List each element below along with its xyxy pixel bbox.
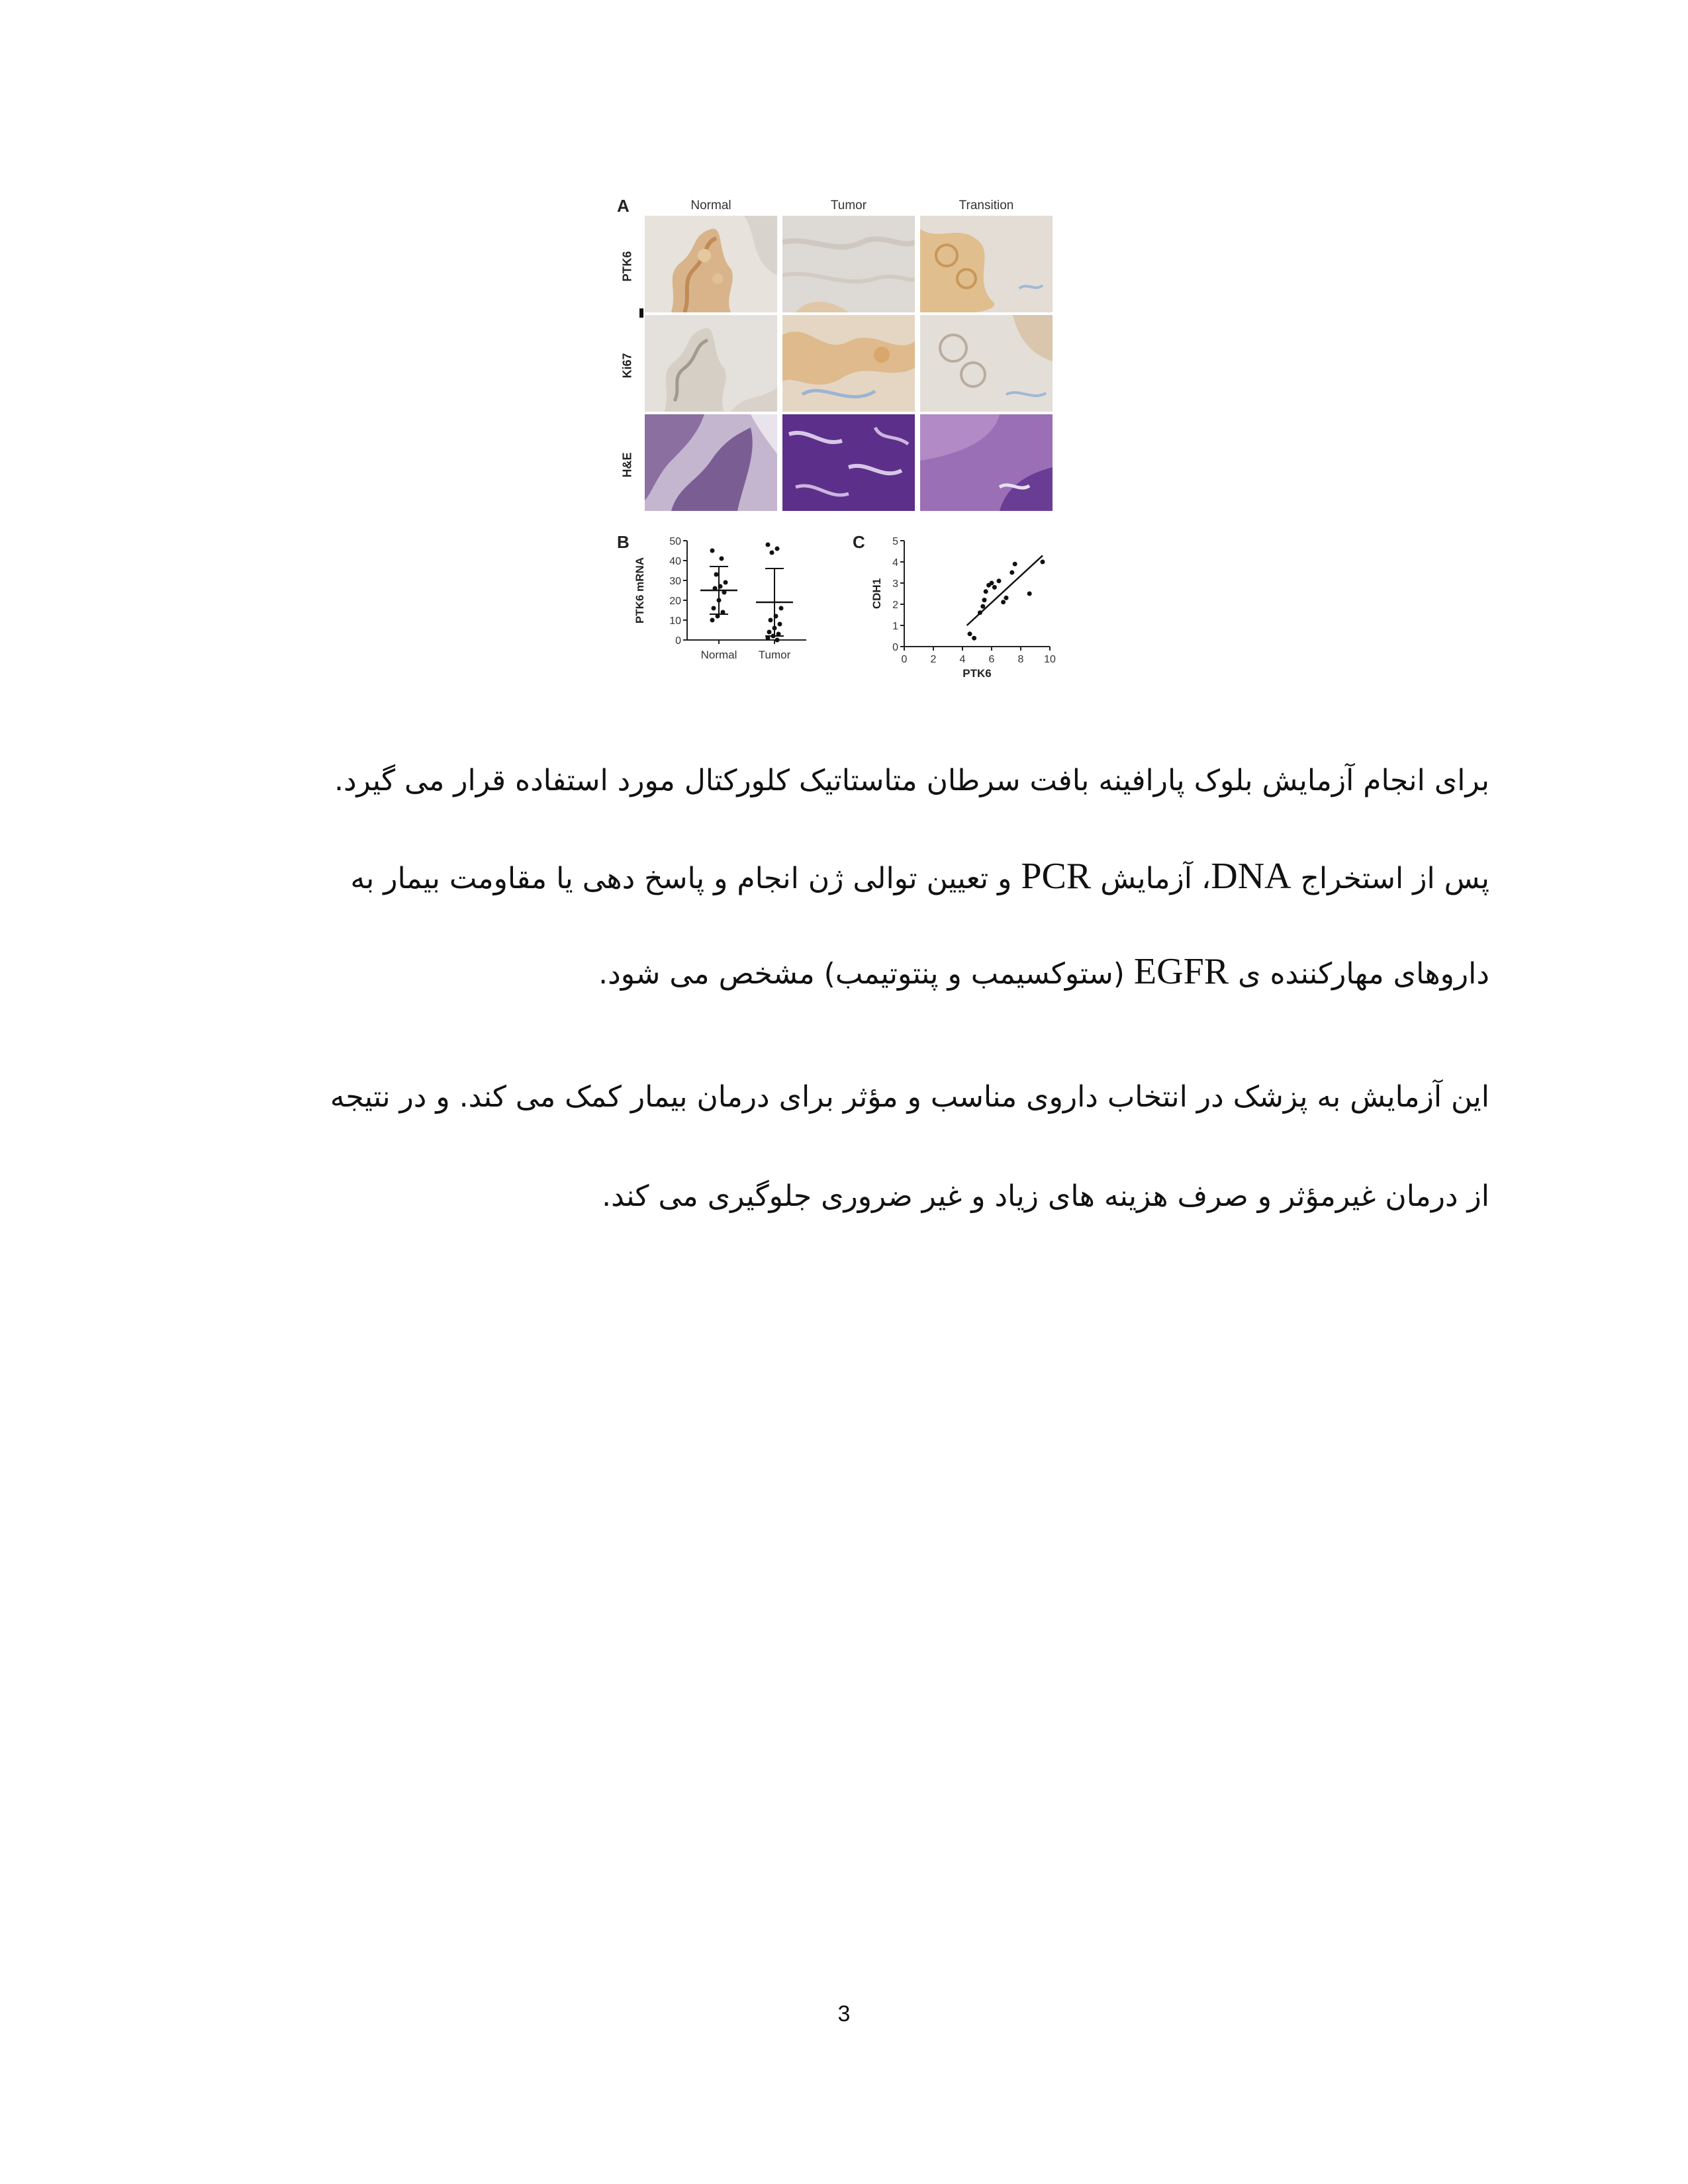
y-axis-label: PTK6 mRNA [633,557,646,624]
data-point [980,604,985,609]
y-tick-label: 3 [892,578,898,590]
micrograph-ki67-transition [920,315,1053,412]
text-segment: و تعیین توالی ژن انجام و پاسخ دهی یا مقاومت بیمار به [350,862,1021,895]
chart-ptk6-mrna [630,530,829,689]
x-axis-label: PTK6 [962,667,992,680]
data-point [710,618,715,623]
y-tick-label: 30 [669,576,681,587]
micrograph-ki67-normal [645,315,777,412]
column-label-transition: Transition [959,199,1014,212]
x-tick-label: 0 [901,654,908,665]
panel-b-letter: B [617,532,630,552]
y-tick-label: 0 [892,642,898,653]
x-tick-label: Tumor [758,649,791,661]
data-point [972,636,976,641]
data-point [990,581,994,586]
column-label-normal: Normal [690,199,731,212]
x-tick-label: 6 [988,654,995,665]
micrograph-ptk6-tumor [782,216,915,312]
text-segment: داروهای مهارکننده ی [1229,957,1489,991]
y-tick-label: 20 [669,596,681,607]
y-tick-label: 0 [675,635,681,647]
figure [617,196,1064,699]
row-label-ptk6: PTK6 [620,251,634,282]
paragraph-1-line-1 [195,761,1489,856]
y-tick-label: 5 [892,536,898,547]
paragraph-1 [195,761,1489,1047]
paragraph-2 [195,1077,1489,1276]
data-point [1027,592,1032,596]
term-pcr: PCR [1021,856,1092,897]
chart-cdh1-vs-ptk6 [866,530,1064,689]
data-point [724,580,728,585]
x-tick-label: 2 [930,654,937,665]
term-dna: DNA [1211,856,1291,897]
data-point [775,547,780,551]
term-egfr: EGFR [1133,951,1229,992]
data-point [770,551,774,555]
y-tick-label: 10 [669,615,681,627]
page-number: 3 [837,2001,851,2026]
y-tick-label: 50 [669,536,681,547]
micrograph-he-tumor [782,414,915,511]
data-point [714,572,719,577]
paragraph-1-line-1-text: برای انجام آزمایش بلوک پارافینه بافت سرطان متاستاتیک کلورکتال مورد استفاده قرار می گیرد. [334,764,1489,797]
data-point [978,610,982,615]
data-point [1009,570,1014,575]
data-point [778,622,782,627]
micrograph-he-transition [920,414,1053,511]
data-point [1013,562,1017,567]
y-tick-label: 40 [669,556,681,567]
data-point [766,543,771,547]
x-tick-label: 10 [1044,654,1056,665]
micrograph-ptk6-transition [920,216,1053,312]
row-label-he: H&E [620,452,634,478]
data-point [767,630,772,635]
trendline [967,555,1043,625]
panel-c-letter: C [853,532,865,552]
data-point [992,585,997,590]
x-tick-label: Normal [700,649,737,661]
data-point [982,598,987,602]
y-tick-label: 2 [892,600,898,611]
data-point [769,618,773,623]
text-segment: (ستوکسیمب و پنتوتیمب) مشخص می شود. [598,957,1134,991]
paragraph-2-line-2 [195,1177,1489,1276]
data-point [984,589,988,594]
text-segment: ، آزمایش [1091,862,1211,895]
data-point [779,606,784,611]
column-label-tumor: Tumor [830,199,867,212]
x-tick-label: 4 [959,654,966,665]
paragraph-1-line-2 [195,856,1489,952]
data-point [1001,600,1006,604]
y-axis-label: CDH1 [870,578,883,610]
data-point [775,638,780,643]
data-point [710,549,715,553]
panel-a-letter: A [617,196,630,216]
y-tick-label: 1 [892,621,898,632]
micrograph-ptk6-normal [645,216,777,312]
data-point [720,557,724,561]
y-tick-label: 4 [892,557,898,569]
data-point [1004,596,1009,600]
paragraph-2-line-1-text: این آزمایش به پزشک در انتخاب داروی مناسب و مؤثر برای درمان بیمار کمک می کند. و در نتیجه [330,1080,1489,1114]
data-point [712,606,716,611]
text-segment: پس از استخراج [1291,862,1489,895]
paragraph-2-line-2-text: از درمان غیرمؤثر و صرف هزینه های زیاد و غیر ضروری جلوگیری می کند. [602,1179,1489,1213]
row-label-ki67: Ki67 [620,353,634,379]
data-point [1041,560,1045,565]
micrograph-he-normal [645,414,777,511]
data-point [968,631,972,636]
paragraph-1-line-3 [195,952,1489,1047]
paragraph-2-line-1 [195,1077,1489,1177]
x-tick-label: 8 [1017,654,1024,665]
data-point [997,578,1002,583]
scale-bar [639,308,643,318]
micrograph-ki67-tumor [782,315,915,412]
